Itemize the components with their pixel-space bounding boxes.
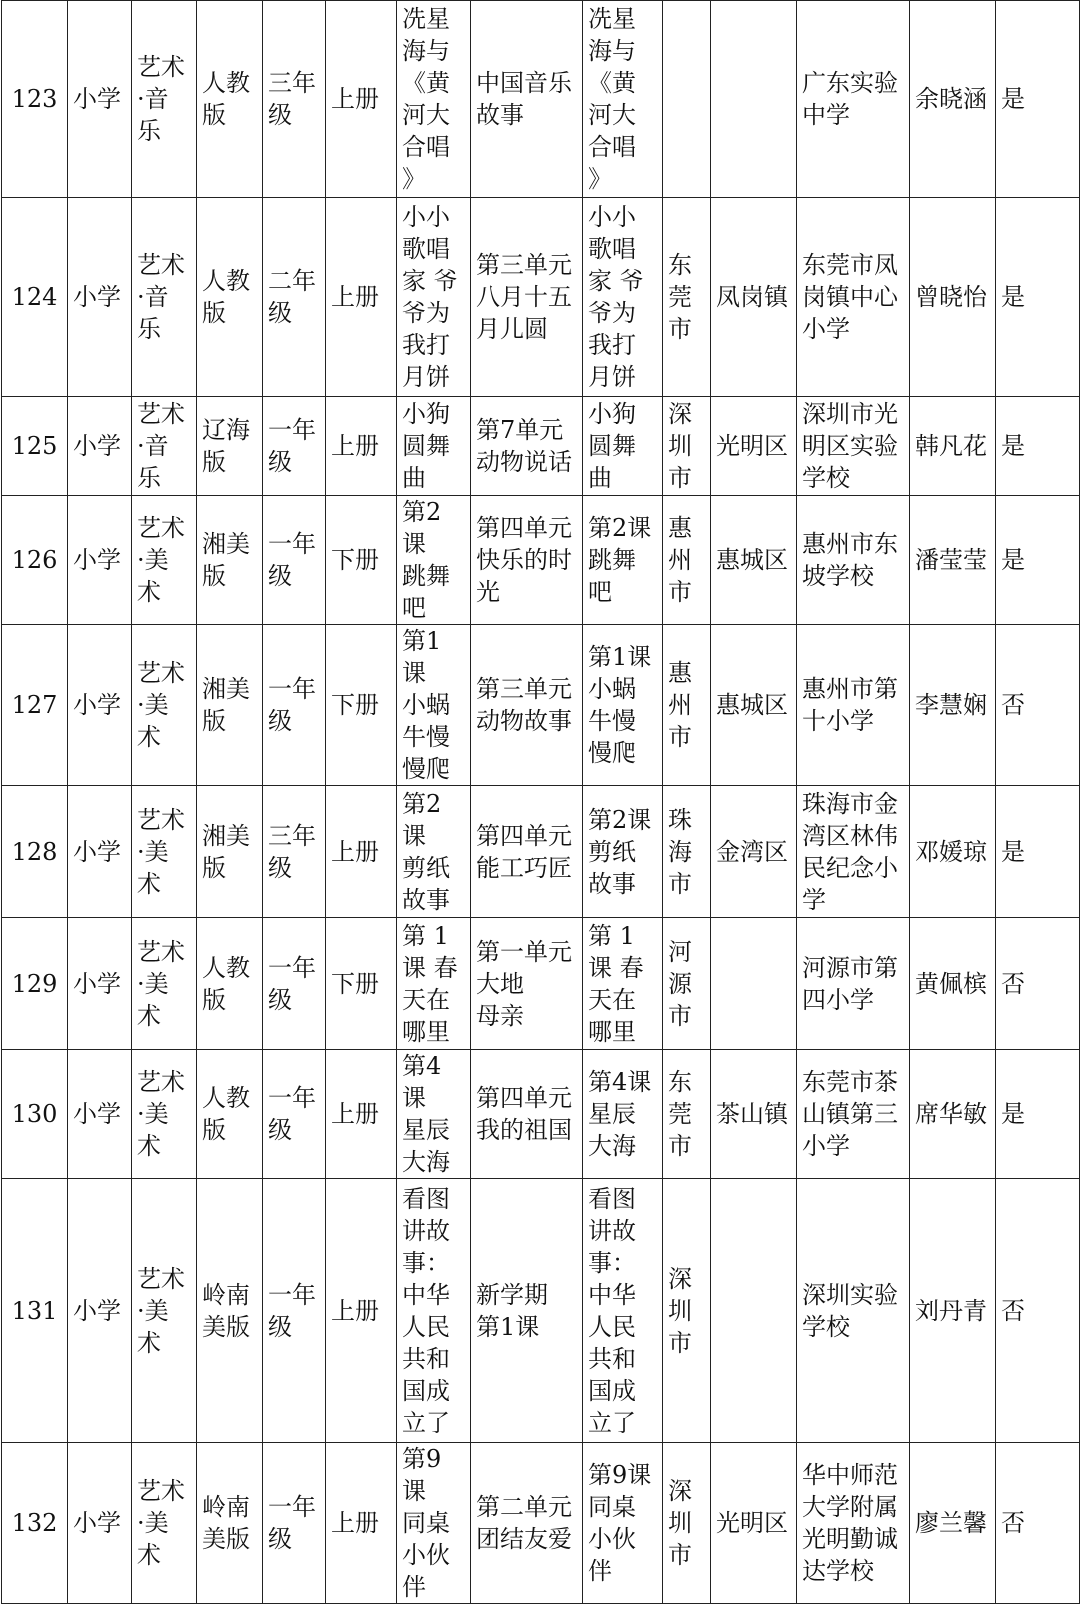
- cell-district: [711, 1179, 797, 1443]
- cell-volume: 下册: [326, 918, 397, 1050]
- cell-version: 人教版: [197, 1050, 263, 1179]
- cell-volume: 上册: [326, 786, 397, 918]
- cell-id: 128: [2, 786, 68, 918]
- cell-lesson: 第 1 课 春 天在 哪里: [397, 918, 471, 1050]
- cell-teacher: 黄佩槟: [910, 918, 996, 1050]
- cell-unit: 第三单元 动物故事: [471, 625, 583, 786]
- cell-lesson: 第2课 跳舞 吧: [397, 496, 471, 625]
- cell-flag: 是: [996, 496, 1080, 625]
- cell-subject: 艺术 ·美 术: [132, 1443, 197, 1604]
- cell-title: 第 1 课 春 天在 哪里: [583, 918, 663, 1050]
- cell-district: 光明区: [711, 1443, 797, 1604]
- cell-id: 125: [2, 397, 68, 496]
- cell-id: 124: [2, 198, 68, 397]
- cell-id: 126: [2, 496, 68, 625]
- cell-school: 珠海市金 湾区林伟 民纪念小 学: [797, 786, 910, 918]
- cell-version: 人教版: [197, 1, 263, 198]
- cell-subject: 艺术 ·美 术: [132, 786, 197, 918]
- cell-school: 深圳市光 明区实验 学校: [797, 397, 910, 496]
- cell-flag: 否: [996, 625, 1080, 786]
- cell-volume: 下册: [326, 625, 397, 786]
- cell-level: 小学: [68, 786, 132, 918]
- cell-subject: 艺术 ·美 术: [132, 1050, 197, 1179]
- cell-grade: 一年级: [263, 918, 326, 1050]
- cell-version: 辽海版: [197, 397, 263, 496]
- cell-city: [663, 1, 711, 198]
- table-row: [2, 918, 1080, 1050]
- cell-flag: 否: [996, 1443, 1080, 1604]
- cell-city: 惠 州 市: [663, 625, 711, 786]
- cell-city: 深 圳 市: [663, 397, 711, 496]
- cell-id: 131: [2, 1179, 68, 1443]
- cell-title: 第9课 同桌 小伙 伴: [583, 1443, 663, 1604]
- cell-volume: 下册: [326, 496, 397, 625]
- cell-city: 深 圳 市: [663, 1443, 711, 1604]
- lesson-table: [1, 0, 1080, 1604]
- cell-grade: 一年级: [263, 496, 326, 625]
- cell-volume: 上册: [326, 1050, 397, 1179]
- cell-volume: 上册: [326, 1179, 397, 1443]
- cell-id: 132: [2, 1443, 68, 1604]
- cell-school: 华中师范 大学附属 光明勤诚 达学校: [797, 1443, 910, 1604]
- cell-grade: 一年 级: [263, 1179, 326, 1443]
- cell-volume: 上册: [326, 1443, 397, 1604]
- cell-teacher: 席华敏: [910, 1050, 996, 1179]
- cell-teacher: 曾晓怡: [910, 198, 996, 397]
- cell-unit: 第四单元 能工巧匠: [471, 786, 583, 918]
- cell-district: [711, 918, 797, 1050]
- cell-teacher: 李慧娴: [910, 625, 996, 786]
- cell-flag: 是: [996, 1050, 1080, 1179]
- cell-teacher: 刘丹青: [910, 1179, 996, 1443]
- cell-lesson: 第1课 小蜗 牛慢 慢爬: [397, 625, 471, 786]
- cell-district: 惠城区: [711, 625, 797, 786]
- cell-version: 岭南 美版: [197, 1179, 263, 1443]
- cell-version: 湘美版: [197, 496, 263, 625]
- cell-grade: 二年级: [263, 198, 326, 397]
- cell-flag: 否: [996, 918, 1080, 1050]
- cell-version: 人教版: [197, 198, 263, 397]
- cell-id: 130: [2, 1050, 68, 1179]
- cell-school: 深圳实验 学校: [797, 1179, 910, 1443]
- cell-version: 岭南 美版: [197, 1443, 263, 1604]
- cell-version: 湘美版: [197, 625, 263, 786]
- cell-grade: 一年级: [263, 625, 326, 786]
- cell-level: 小学: [68, 397, 132, 496]
- cell-level: 小学: [68, 198, 132, 397]
- cell-lesson: 小狗 圆舞 曲: [397, 397, 471, 496]
- table-row: [2, 198, 1080, 397]
- cell-unit: 第四单元 我的祖国: [471, 1050, 583, 1179]
- cell-level: 小学: [68, 1179, 132, 1443]
- cell-unit: 中国音乐 故事: [471, 1, 583, 198]
- cell-teacher: 廖兰馨: [910, 1443, 996, 1604]
- cell-teacher: 余晓涵: [910, 1, 996, 198]
- cell-teacher: 韩凡花: [910, 397, 996, 496]
- cell-subject: 艺术 ·美 术: [132, 496, 197, 625]
- cell-school: 东莞市凤 岗镇中心 小学: [797, 198, 910, 397]
- cell-volume: 上册: [326, 198, 397, 397]
- cell-id: 129: [2, 918, 68, 1050]
- table-row: [2, 786, 1080, 918]
- cell-city: 东 莞 市: [663, 1050, 711, 1179]
- cell-district: 凤岗镇: [711, 198, 797, 397]
- table-row: [2, 397, 1080, 496]
- cell-title: 第2课 跳舞 吧: [583, 496, 663, 625]
- cell-level: 小学: [68, 1, 132, 198]
- cell-level: 小学: [68, 918, 132, 1050]
- cell-id: 123: [2, 1, 68, 198]
- cell-school: 东莞市茶 山镇第三 小学: [797, 1050, 910, 1179]
- cell-version: 人教版: [197, 918, 263, 1050]
- table-row: [2, 625, 1080, 786]
- cell-subject: 艺术 ·音 乐: [132, 1, 197, 198]
- cell-lesson: 看图 讲故 事： 中华 人民 共和 国成 立了: [397, 1179, 471, 1443]
- cell-title: 看图 讲故 事： 中华 人民 共和 国成 立了: [583, 1179, 663, 1443]
- cell-volume: 上册: [326, 1, 397, 198]
- cell-flag: 是: [996, 198, 1080, 397]
- cell-lesson: 小小 歌唱 家 爷 爷为 我打 月饼: [397, 198, 471, 397]
- cell-flag: 是: [996, 397, 1080, 496]
- table-row: [2, 1443, 1080, 1604]
- cell-teacher: 潘莹莹: [910, 496, 996, 625]
- cell-title: 第4课 星辰 大海: [583, 1050, 663, 1179]
- cell-flag: 是: [996, 1, 1080, 198]
- cell-unit: 第四单元 快乐的时 光: [471, 496, 583, 625]
- cell-district: 光明区: [711, 397, 797, 496]
- cell-district: 茶山镇: [711, 1050, 797, 1179]
- cell-title: 冼星 海与 《黄 河大 合唱 》: [583, 1, 663, 198]
- cell-school: 河源市第 四小学: [797, 918, 910, 1050]
- cell-city: 惠 州 市: [663, 496, 711, 625]
- cell-unit: 新学期 第1课: [471, 1179, 583, 1443]
- cell-subject: 艺术 ·美 术: [132, 1179, 197, 1443]
- table-row: [2, 496, 1080, 625]
- cell-id: 127: [2, 625, 68, 786]
- cell-subject: 艺术 ·美 术: [132, 625, 197, 786]
- cell-volume: 上册: [326, 397, 397, 496]
- cell-city: 珠 海 市: [663, 786, 711, 918]
- cell-title: 小小 歌唱 家 爷 爷为 我打 月饼: [583, 198, 663, 397]
- cell-city: 河 源 市: [663, 918, 711, 1050]
- cell-unit: 第三单元 八月十五 月儿圆: [471, 198, 583, 397]
- cell-unit: 第一单元 大地 母亲: [471, 918, 583, 1050]
- cell-city: 东 莞 市: [663, 198, 711, 397]
- cell-district: 金湾区: [711, 786, 797, 918]
- cell-city: 深 圳 市: [663, 1179, 711, 1443]
- cell-flag: 是: [996, 786, 1080, 918]
- cell-level: 小学: [68, 625, 132, 786]
- cell-subject: 艺术 ·音 乐: [132, 397, 197, 496]
- cell-grade: 一年 级: [263, 1443, 326, 1604]
- cell-unit: 第7单元 动物说话: [471, 397, 583, 496]
- cell-district: 惠城区: [711, 496, 797, 625]
- table-row: [2, 1050, 1080, 1179]
- cell-district: [711, 1, 797, 198]
- cell-title: 小狗 圆舞 曲: [583, 397, 663, 496]
- cell-lesson: 第9课 同桌 小伙 伴: [397, 1443, 471, 1604]
- cell-subject: 艺术 ·音 乐: [132, 198, 197, 397]
- cell-unit: 第二单元 团结友爱: [471, 1443, 583, 1604]
- cell-lesson: 冼星 海与 《黄 河大 合唱 》: [397, 1, 471, 198]
- cell-title: 第2课 剪纸 故事: [583, 786, 663, 918]
- cell-grade: 三年级: [263, 786, 326, 918]
- cell-teacher: 邓媛琼: [910, 786, 996, 918]
- cell-title: 第1课 小蜗 牛慢 慢爬: [583, 625, 663, 786]
- table-row: [2, 1179, 1080, 1443]
- cell-grade: 三年级: [263, 1, 326, 198]
- cell-level: 小学: [68, 1443, 132, 1604]
- cell-level: 小学: [68, 496, 132, 625]
- table-row: [2, 1, 1080, 198]
- cell-subject: 艺术 ·美 术: [132, 918, 197, 1050]
- cell-flag: 否: [996, 1179, 1080, 1443]
- cell-school: 广东实验 中学: [797, 1, 910, 198]
- cell-lesson: 第2课 剪纸 故事: [397, 786, 471, 918]
- cell-grade: 一年级: [263, 1050, 326, 1179]
- cell-version: 湘美版: [197, 786, 263, 918]
- cell-school: 惠州市第 十小学: [797, 625, 910, 786]
- cell-grade: 一年级: [263, 397, 326, 496]
- cell-lesson: 第4课 星辰 大海: [397, 1050, 471, 1179]
- cell-school: 惠州市东 坡学校: [797, 496, 910, 625]
- cell-level: 小学: [68, 1050, 132, 1179]
